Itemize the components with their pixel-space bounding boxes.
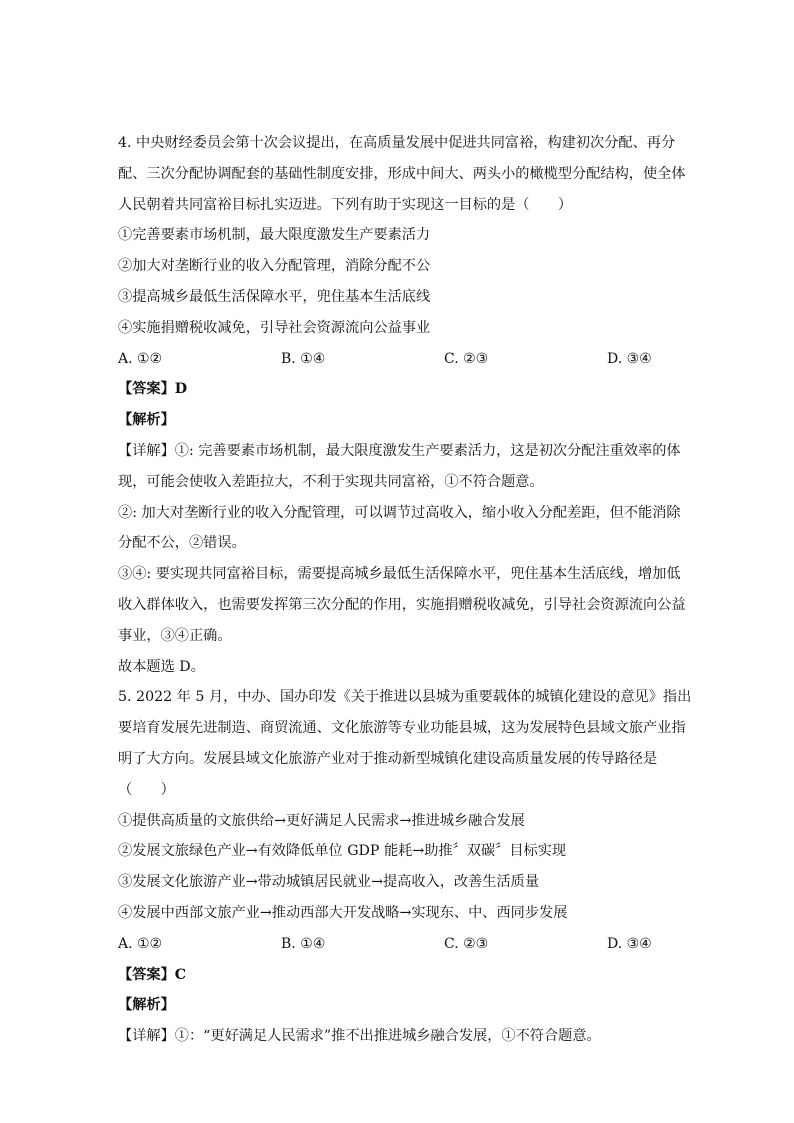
question-4-stem-line: 人民朝着共同富裕目标扎实迈进。下列有助于实现这一目标的是（ ） xyxy=(118,196,573,213)
question-5-item: ③发展文化旅游产业→带动城镇居民就业→提高收入，改善生活质量 xyxy=(118,874,540,891)
question-4-answer: 【答案】D xyxy=(118,381,188,398)
option-d: D. ③④ xyxy=(607,935,652,952)
question-4-item: ④实施捐赠税收减免，引导社会资源流向公益事业 xyxy=(118,319,431,336)
question-4-conclusion: 故本题选 D。 xyxy=(118,658,205,675)
question-4 xyxy=(118,128,686,682)
question-4-detail-line: 事业，③④正确。 xyxy=(118,627,232,644)
option-d: D. ③④ xyxy=(607,350,652,367)
question-4-item: ①完善要素市场机制，最大限度激发生产要素活力 xyxy=(118,227,431,244)
question-5-stem-line: （ ） xyxy=(118,781,175,798)
question-5-stem-line: 5. 2022 年 5 月，中办、国办印发《关于推进以县城为重要载体的城镇化建设的意见》指出 xyxy=(118,689,692,706)
question-4-detail-line: 分配不公，②错误。 xyxy=(118,535,246,552)
question-4-detail-line: 收入群体收入，也需要发挥第三次分配的作用，实施捐赠税收减免，引导社会资源流向公益 xyxy=(118,596,686,613)
question-4-detail-line: ②: 加大对垄断行业的收入分配管理，可以调节过高收入，缩小收入分配差距，但不能消除 xyxy=(118,504,681,521)
question-5-item: ②发展文旅绿色产业→有效降低单位 GDP 能耗→助推〞双碳〞目标实现 xyxy=(118,843,567,860)
option-c: C. ②③ xyxy=(444,935,489,952)
question-5-answer: 【答案】C xyxy=(118,966,187,983)
option-b: B. ①④ xyxy=(281,935,326,952)
question-5-detail-line: 【详解】①：“更好满足人民需求”推不出推进城乡融合发展，①不符合题意。 xyxy=(118,1028,601,1045)
option-a: A. ①② xyxy=(118,350,163,367)
question-4-stem-line: 4. 中央财经委员会第十次会议提出，在高质量发展中促进共同富裕，构建初次分配、再分 xyxy=(118,135,676,151)
question-5-analysis-label: 【解析】 xyxy=(118,997,175,1014)
question-4-stem-line: 配、三次分配协调配套的基础性制度安排，形成中间大、两头小的橄榄型分配结构，使全体 xyxy=(118,165,686,182)
question-5-options xyxy=(118,929,678,960)
question-5 xyxy=(118,682,692,1052)
question-5-stem-line: 要培育发展先进制造、商贸流通、文化旅游等专业功能县城，这为发展特色县域文旅产业指 xyxy=(118,720,686,737)
question-5-stem-line: 明了大方向。发展县域文化旅游产业对于推动新型城镇化建设高质量发展的传导路径是 xyxy=(118,750,658,767)
question-4-detail-line: 【详解】①: 完善要素市场机制，最大限度激发生产要素活力，这是初次分配注重效率的体 xyxy=(118,442,681,459)
option-a: A. ①② xyxy=(118,935,163,952)
question-4-detail-line: ③④: 要实现共同富裕目标，需要提高城乡最低生活保障水平，兜住基本生活底线，增加低 xyxy=(118,566,681,583)
option-b: B. ①④ xyxy=(281,350,326,367)
question-4-analysis-label: 【解析】 xyxy=(118,412,175,429)
question-4-item: ②加大对垄断行业的收入分配管理，消除分配不公 xyxy=(118,258,431,275)
question-4-detail-line: 现，可能会使收入差距拉大，不利于实现共同富裕，①不符合题意。 xyxy=(118,473,544,490)
page-content xyxy=(118,128,692,1052)
question-4-item: ③提高城乡最低生活保障水平，兜住基本生活底线 xyxy=(118,288,431,305)
option-c: C. ②③ xyxy=(444,350,489,367)
question-5-item: ④发展中西部文旅产业→推动西部大开发战略→实现东、中、西同步发展 xyxy=(118,904,568,921)
question-5-item: ①提供高质量的文旅供给→更好满足人民需求→推进城乡融合发展 xyxy=(118,812,525,829)
question-4-options xyxy=(118,344,678,375)
